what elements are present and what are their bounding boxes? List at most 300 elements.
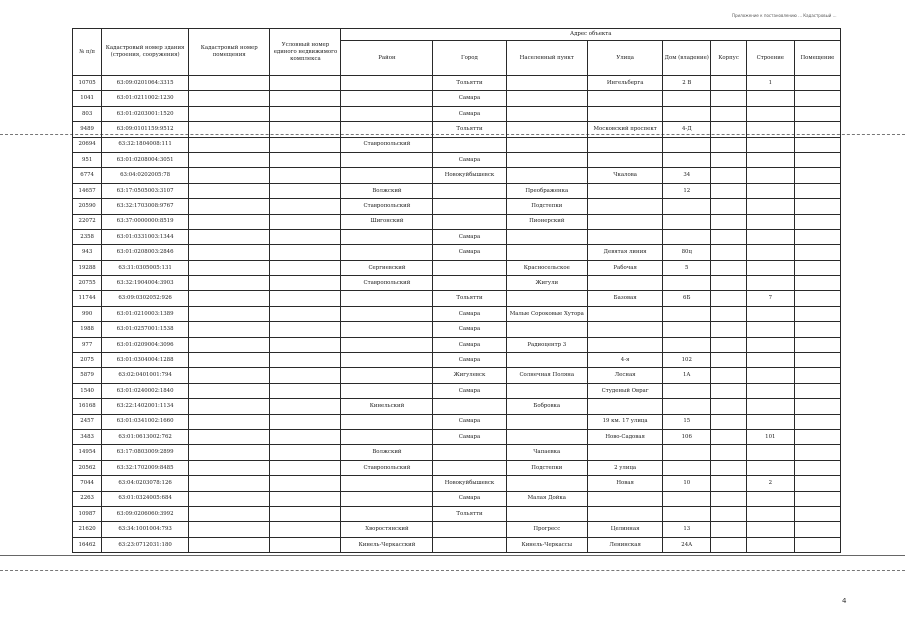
cell-row-no: 803 [73, 106, 102, 121]
cell-building [746, 106, 794, 121]
cell-row-no: 10705 [73, 76, 102, 91]
cell-cad-num: 63:01:0209004:3096 [102, 337, 189, 352]
cell-cad-num: 63:32:1904004:3903 [102, 276, 189, 291]
cell-cond-num [270, 152, 341, 167]
cell-settlement [506, 506, 587, 521]
cell-row-no: 1540 [73, 383, 102, 398]
cell-city [433, 199, 506, 214]
cell-district [341, 91, 433, 106]
header-cad-num-building: Кадастровый номер здания (строения, сооружения) [102, 29, 189, 76]
cell-house [663, 229, 711, 244]
cell-row-no: 9489 [73, 122, 102, 137]
cell-room [794, 353, 840, 368]
cell-house [663, 506, 711, 521]
table-row [73, 460, 841, 475]
cell-cad-num: 63:01:0331003:1344 [102, 229, 189, 244]
cell-district [341, 245, 433, 260]
cell-city: Самара [433, 491, 506, 506]
cell-district [341, 322, 433, 337]
cell-room [794, 122, 840, 137]
cell-building [746, 245, 794, 260]
cell-city: Самара [433, 106, 506, 121]
cell-row-no: 3483 [73, 429, 102, 444]
cell-street: Студеный Овраг [588, 383, 663, 398]
cell-street [588, 106, 663, 121]
cell-house: 34 [663, 168, 711, 183]
cell-street: Ленинская [588, 537, 663, 552]
cell-korpus [711, 476, 747, 491]
cell-street [588, 337, 663, 352]
cell-row-no: 11744 [73, 291, 102, 306]
cell-building: 101 [746, 429, 794, 444]
cell-row-no: 20562 [73, 460, 102, 475]
cell-korpus [711, 368, 747, 383]
cell-settlement [506, 122, 587, 137]
cell-street: Новая [588, 476, 663, 491]
cell-korpus [711, 276, 747, 291]
cell-district [341, 229, 433, 244]
cell-settlement: Подстепки [506, 199, 587, 214]
cell-house: 6Б [663, 291, 711, 306]
cell-korpus [711, 122, 747, 137]
cell-room-cad-num [188, 137, 269, 152]
cell-row-no: 14657 [73, 183, 102, 198]
cell-district [341, 291, 433, 306]
cell-korpus [711, 353, 747, 368]
cell-cad-num: 63:01:0208003:2846 [102, 245, 189, 260]
cell-street: Ново-Садовая [588, 429, 663, 444]
cell-korpus [711, 506, 747, 521]
cell-city: Самара [433, 337, 506, 352]
table-row [73, 491, 841, 506]
cell-building [746, 368, 794, 383]
cell-row-no: 6774 [73, 168, 102, 183]
cell-street: 19 км. 17 улица [588, 414, 663, 429]
cell-settlement: Жигули [506, 276, 587, 291]
cell-room [794, 229, 840, 244]
cell-city: Самара [433, 383, 506, 398]
cell-room-cad-num [188, 106, 269, 121]
cell-street [588, 91, 663, 106]
cell-settlement [506, 476, 587, 491]
cell-street [588, 183, 663, 198]
cell-cad-num: 63:01:0613002:762 [102, 429, 189, 444]
cell-house [663, 199, 711, 214]
cell-house [663, 152, 711, 167]
cell-house: 1А [663, 368, 711, 383]
cell-cond-num [270, 122, 341, 137]
cell-row-no: 20590 [73, 199, 102, 214]
cell-cad-num: 63:37:0000000:8519 [102, 214, 189, 229]
header-cond-num: Условный номер единого недвижимого комплекса [270, 29, 341, 76]
object-registry-table [72, 28, 841, 553]
cell-korpus [711, 106, 747, 121]
cell-district [341, 368, 433, 383]
cell-house: 15 [663, 414, 711, 429]
cell-room [794, 368, 840, 383]
cell-street: Лесная [588, 368, 663, 383]
cell-settlement: Прогресс [506, 522, 587, 537]
cell-building [746, 414, 794, 429]
cell-district [341, 106, 433, 121]
cell-korpus [711, 491, 747, 506]
cell-cad-num: 63:01:0304004:1288 [102, 353, 189, 368]
cell-building [746, 537, 794, 552]
table-row [73, 322, 841, 337]
cell-korpus [711, 199, 747, 214]
cell-room [794, 260, 840, 275]
cell-city [433, 214, 506, 229]
table-row [73, 183, 841, 198]
page-header: Приложение к постановлению ... Кадастровый ... [732, 13, 837, 18]
table-row [73, 152, 841, 167]
cell-settlement [506, 245, 587, 260]
table-row [73, 291, 841, 306]
cell-room [794, 322, 840, 337]
header-row-no: № п/п [73, 29, 102, 76]
cell-street [588, 506, 663, 521]
cell-room [794, 383, 840, 398]
table-row [73, 445, 841, 460]
cell-city: Тольятти [433, 506, 506, 521]
cell-row-no: 2358 [73, 229, 102, 244]
cell-korpus [711, 76, 747, 91]
cell-cond-num [270, 476, 341, 491]
cell-building [746, 306, 794, 321]
header-address-group: Адрес объекта [341, 29, 841, 41]
cell-house: 106 [663, 429, 711, 444]
table-row [73, 214, 841, 229]
cell-building [746, 199, 794, 214]
cell-cond-num [270, 106, 341, 121]
cell-settlement [506, 137, 587, 152]
cell-room [794, 429, 840, 444]
cell-building [746, 337, 794, 352]
cell-korpus [711, 245, 747, 260]
cell-settlement [506, 91, 587, 106]
header-cad-num-room: Кадастровый номер помещения [188, 29, 269, 76]
cell-settlement [506, 414, 587, 429]
cell-cond-num [270, 168, 341, 183]
cell-district [341, 168, 433, 183]
cell-building [746, 91, 794, 106]
cell-house: 2 В [663, 76, 711, 91]
cell-street: Рабочая [588, 260, 663, 275]
cell-room [794, 199, 840, 214]
cell-district: Ставропольский [341, 137, 433, 152]
cell-city [433, 445, 506, 460]
cell-room [794, 522, 840, 537]
cell-cad-num: 63:22:1402001:1134 [102, 399, 189, 414]
cell-room [794, 168, 840, 183]
table-row [73, 353, 841, 368]
cell-district [341, 122, 433, 137]
cell-district: Кинельский [341, 399, 433, 414]
cell-settlement [506, 106, 587, 121]
cell-room [794, 537, 840, 552]
cell-cad-num: 63:09:0201064:3315 [102, 76, 189, 91]
cell-cond-num [270, 522, 341, 537]
cell-row-no: 943 [73, 245, 102, 260]
cell-row-no: 22072 [73, 214, 102, 229]
cell-district: Шигонский [341, 214, 433, 229]
header-building: Строение [746, 41, 794, 76]
cell-settlement: Пионерский [506, 214, 587, 229]
cell-city: Самара [433, 245, 506, 260]
cell-street: Ингельберга [588, 76, 663, 91]
table-row [73, 306, 841, 321]
cell-settlement [506, 291, 587, 306]
cell-city: Самара [433, 229, 506, 244]
cell-cad-num: 63:01:0208004:3051 [102, 152, 189, 167]
cell-row-no: 21620 [73, 522, 102, 537]
cell-cad-num: 63:23:0712031:180 [102, 537, 189, 552]
cell-district: Сергиевский [341, 260, 433, 275]
cell-row-no: 2263 [73, 491, 102, 506]
cell-korpus [711, 214, 747, 229]
cell-korpus [711, 137, 747, 152]
cell-settlement: Малая Дойка [506, 491, 587, 506]
cell-building [746, 383, 794, 398]
cell-district: Кинель-Черкасский [341, 537, 433, 552]
cell-room-cad-num [188, 322, 269, 337]
cell-room [794, 476, 840, 491]
cell-cond-num [270, 506, 341, 521]
cell-room-cad-num [188, 199, 269, 214]
table-row [73, 399, 841, 414]
cell-city: Самара [433, 322, 506, 337]
cell-street [588, 445, 663, 460]
cell-cond-num [270, 399, 341, 414]
cell-korpus [711, 91, 747, 106]
cell-city [433, 399, 506, 414]
cell-korpus [711, 306, 747, 321]
cell-house: 13 [663, 522, 711, 537]
cell-street [588, 199, 663, 214]
cell-district: Волжский [341, 183, 433, 198]
cell-cond-num [270, 260, 341, 275]
cell-room-cad-num [188, 276, 269, 291]
cell-korpus [711, 152, 747, 167]
cell-cond-num [270, 337, 341, 352]
cell-city [433, 183, 506, 198]
cell-cond-num [270, 306, 341, 321]
cell-city [433, 537, 506, 552]
cell-city: Тольятти [433, 76, 506, 91]
cell-room [794, 76, 840, 91]
cell-korpus [711, 168, 747, 183]
cell-korpus [711, 322, 747, 337]
cell-settlement [506, 383, 587, 398]
table-row [73, 76, 841, 91]
cell-room-cad-num [188, 460, 269, 475]
table-row [73, 414, 841, 429]
cell-house: 102 [663, 353, 711, 368]
cell-row-no: 20755 [73, 276, 102, 291]
cell-city [433, 522, 506, 537]
cell-district [341, 506, 433, 521]
cell-building [746, 152, 794, 167]
cell-settlement: Чапаевка [506, 445, 587, 460]
cell-district: Ставропольский [341, 460, 433, 475]
cell-settlement: Радиоцентр 3 [506, 337, 587, 352]
cell-room-cad-num [188, 337, 269, 352]
cell-room-cad-num [188, 445, 269, 460]
cell-cond-num [270, 229, 341, 244]
cell-room [794, 106, 840, 121]
cell-house: 12 [663, 183, 711, 198]
cell-room-cad-num [188, 491, 269, 506]
cell-house [663, 276, 711, 291]
cell-street: Чкалова [588, 168, 663, 183]
cell-korpus [711, 260, 747, 275]
cell-settlement: Малые Сороковые Хутора [506, 306, 587, 321]
cell-district [341, 337, 433, 352]
cell-street: Базовая [588, 291, 663, 306]
cell-city: Самара [433, 152, 506, 167]
cell-city: Самара [433, 306, 506, 321]
table-row [73, 137, 841, 152]
cell-cad-num: 63:01:0210003:1389 [102, 306, 189, 321]
cell-building [746, 122, 794, 137]
cell-cad-num: 63:04:0203078:126 [102, 476, 189, 491]
cell-settlement: Солнечная Поляна [506, 368, 587, 383]
cell-house [663, 322, 711, 337]
cell-room-cad-num [188, 122, 269, 137]
cell-building [746, 276, 794, 291]
cell-cad-num: 63:32:1702009:8485 [102, 460, 189, 475]
cell-korpus [711, 429, 747, 444]
cell-cond-num [270, 91, 341, 106]
cell-cad-num: 63:01:0240002:1840 [102, 383, 189, 398]
cell-room [794, 337, 840, 352]
cell-building [746, 491, 794, 506]
table-row [73, 476, 841, 491]
cell-building [746, 506, 794, 521]
cell-building: 2 [746, 476, 794, 491]
cell-cond-num [270, 460, 341, 475]
table-row [73, 122, 841, 137]
table-body [73, 76, 841, 553]
table-row [73, 506, 841, 521]
cell-city: Тольятти [433, 291, 506, 306]
cell-house [663, 383, 711, 398]
cell-settlement [506, 168, 587, 183]
cell-street [588, 137, 663, 152]
cell-row-no: 7044 [73, 476, 102, 491]
cell-house [663, 91, 711, 106]
cell-cad-num: 63:01:0341002:1660 [102, 414, 189, 429]
table-row [73, 276, 841, 291]
cell-district [341, 76, 433, 91]
cell-house: 4-Д [663, 122, 711, 137]
table-row [73, 522, 841, 537]
cell-city [433, 137, 506, 152]
cell-cond-num [270, 199, 341, 214]
cell-room [794, 214, 840, 229]
cell-building [746, 322, 794, 337]
cell-city: Самара [433, 353, 506, 368]
cell-building [746, 445, 794, 460]
cell-room [794, 491, 840, 506]
cell-city [433, 276, 506, 291]
cell-building [746, 399, 794, 414]
cell-settlement: Кинель-Черкассы [506, 537, 587, 552]
cell-street [588, 399, 663, 414]
cell-cond-num [270, 537, 341, 552]
cell-korpus [711, 537, 747, 552]
cell-room [794, 414, 840, 429]
table-row [73, 429, 841, 444]
cell-building [746, 460, 794, 475]
cell-room [794, 399, 840, 414]
cell-street [588, 152, 663, 167]
cell-cond-num [270, 183, 341, 198]
cell-row-no: 14954 [73, 445, 102, 460]
cell-room-cad-num [188, 414, 269, 429]
cell-korpus [711, 414, 747, 429]
cell-building [746, 168, 794, 183]
cell-cad-num: 63:32:1703008:9767 [102, 199, 189, 214]
cell-street: 4-я [588, 353, 663, 368]
cell-row-no: 19288 [73, 260, 102, 275]
table-row [73, 168, 841, 183]
cell-cad-num: 63:17:0505003:3107 [102, 183, 189, 198]
cell-row-no: 20694 [73, 137, 102, 152]
cell-korpus [711, 291, 747, 306]
cell-house: 5 [663, 260, 711, 275]
table-row [73, 199, 841, 214]
cell-settlement [506, 322, 587, 337]
cell-settlement [506, 353, 587, 368]
cell-room-cad-num [188, 537, 269, 552]
cell-row-no: 2075 [73, 353, 102, 368]
cell-korpus [711, 460, 747, 475]
cell-korpus [711, 183, 747, 198]
cell-district [341, 414, 433, 429]
cell-row-no: 16462 [73, 537, 102, 552]
header-city: Город [433, 41, 506, 76]
cell-cad-num: 63:32:1804008:111 [102, 137, 189, 152]
cell-room-cad-num [188, 245, 269, 260]
cell-room-cad-num [188, 522, 269, 537]
cell-building [746, 260, 794, 275]
cell-cond-num [270, 291, 341, 306]
table-row [73, 537, 841, 552]
cell-cond-num [270, 353, 341, 368]
cell-korpus [711, 383, 747, 398]
cell-street [588, 306, 663, 321]
table-row [73, 368, 841, 383]
cell-row-no: 16168 [73, 399, 102, 414]
cell-city: Тольятти [433, 122, 506, 137]
cell-city [433, 460, 506, 475]
cell-room [794, 445, 840, 460]
cell-cad-num: 63:02:0401001:794 [102, 368, 189, 383]
cell-settlement: Бобровка [506, 399, 587, 414]
cell-street [588, 229, 663, 244]
table-row [73, 245, 841, 260]
cell-street: 2 улица [588, 460, 663, 475]
cell-room [794, 276, 840, 291]
cell-street [588, 276, 663, 291]
cell-house [663, 460, 711, 475]
scan-artifact-line [0, 570, 905, 571]
cell-house [663, 306, 711, 321]
cell-cond-num [270, 276, 341, 291]
cell-cond-num [270, 322, 341, 337]
cell-cad-num: 63:01:0203001:1520 [102, 106, 189, 121]
